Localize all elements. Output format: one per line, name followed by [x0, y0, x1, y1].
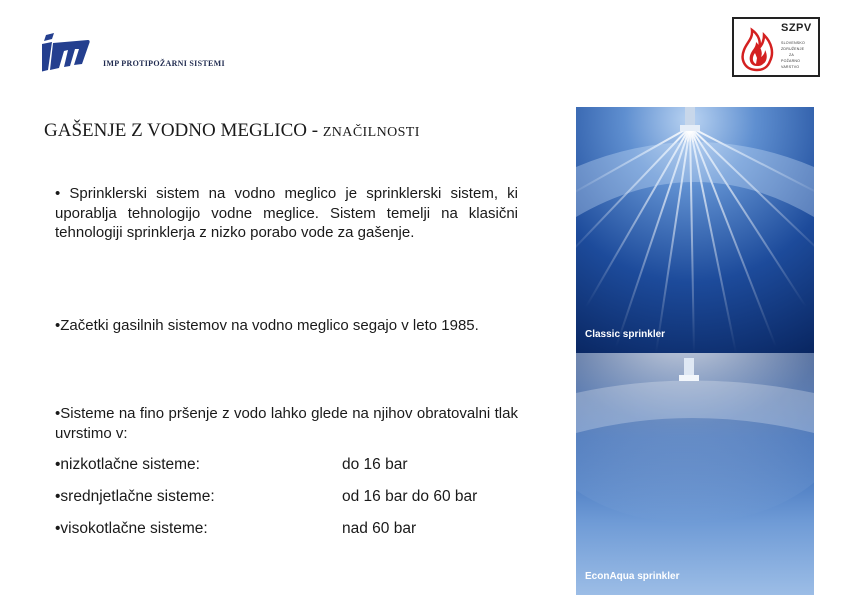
page-title	[44, 120, 420, 142]
paragraph-classification: •Sisteme na fino pršenje z vodo lahko glede na njihov obratovalni tlak uvrstimo v:	[55, 405, 518, 442]
szpv-logo	[732, 17, 820, 77]
econaqua-sprinkler-photo	[576, 353, 814, 595]
sprinkler-spray-photo-icon	[576, 107, 814, 353]
szpv-abbreviation: SZPV	[781, 22, 812, 34]
title-subtitle: ZNAČILNOSTI	[322, 125, 420, 140]
szpv-line: ZA	[789, 53, 794, 57]
company-name: IMP PROTIPOŽARNI SISTEMI	[103, 59, 225, 68]
title-main: GAŠENJE Z VODNO MEGLICO -	[44, 120, 323, 141]
paragraph-history: •Začetki gasilnih sistemov na vodno meglico segajo v leto 1985.	[55, 317, 479, 334]
szpv-line: POŽARNO	[781, 59, 801, 63]
paragraph-definition: • Sprinklerski sistem na vodno meglico je sprinklerski sistem, ki uporablja tehnologijo vodne meglice. Sistem temelji na klasični tehnologiji sprinklerja z nizko porabo vode za gašenje.	[55, 185, 518, 241]
szpv-line: ZDRUŽENJE	[781, 47, 805, 51]
photo-caption: EconAqua sprinkler	[585, 571, 680, 582]
pressure-class-type: •srednjetlačne sisteme:	[55, 488, 215, 505]
photo-caption: Classic sprinkler	[585, 329, 666, 340]
szpv-line: VARSTVO	[781, 65, 800, 69]
flame-icon	[737, 22, 777, 72]
pressure-class-type: •visokotlačne sisteme:	[55, 520, 208, 537]
pressure-class-type: •nizkotlačne sisteme:	[55, 456, 200, 473]
pressure-class-range: do 16 bar	[342, 456, 408, 473]
classic-sprinkler-photo	[576, 107, 814, 353]
szpv-line: SLOVENSKO	[781, 41, 805, 45]
water-mist-photo-icon	[576, 353, 814, 595]
imp-logo	[42, 30, 90, 76]
pressure-class-range: od 16 bar do 60 bar	[342, 488, 478, 505]
pressure-class-range: nad 60 bar	[342, 520, 417, 537]
